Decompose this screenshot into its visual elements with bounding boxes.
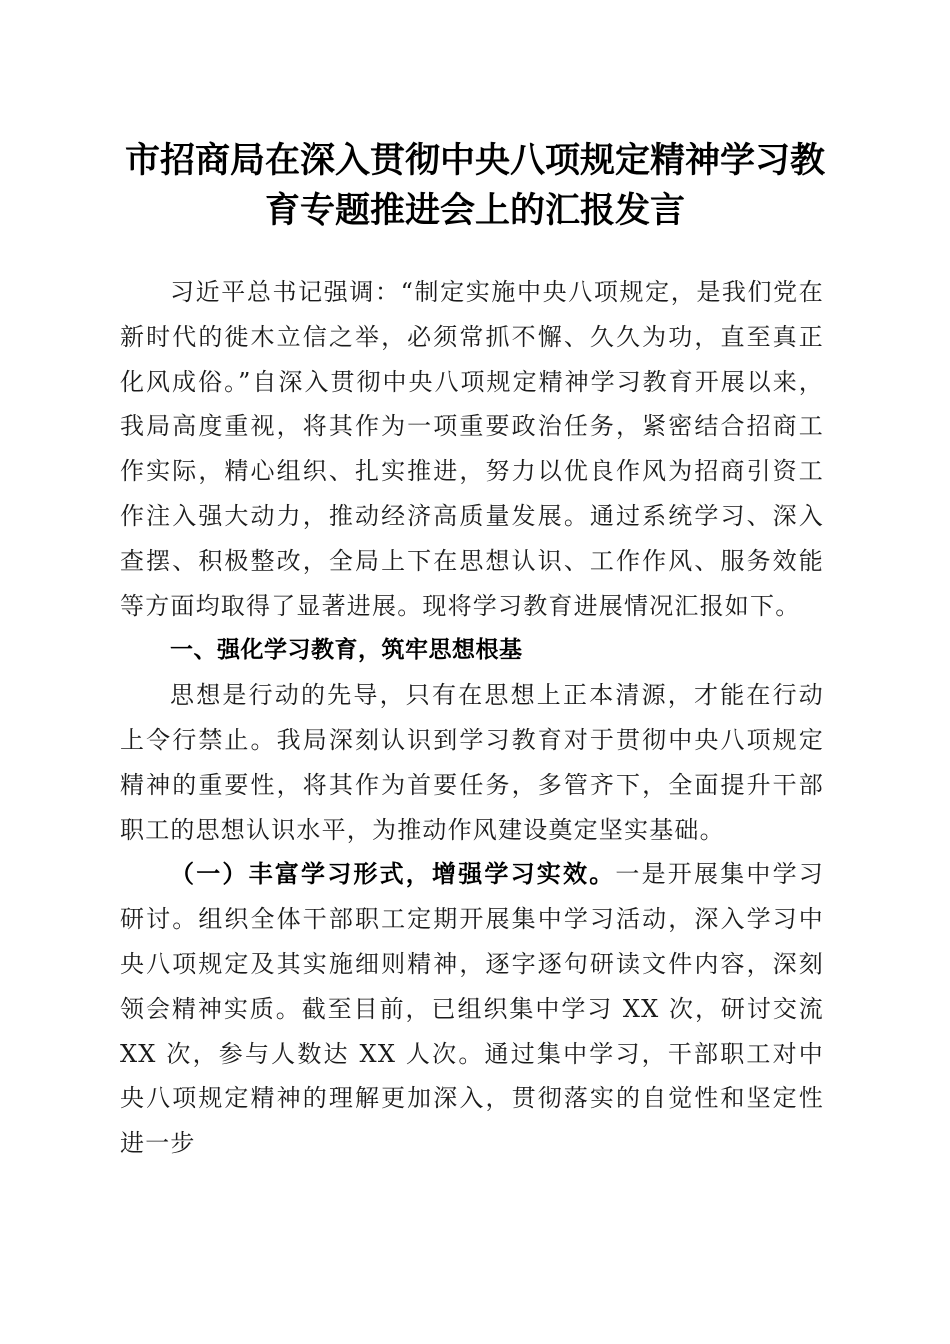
document-title — [100, 136, 850, 236]
title-line-2: 育专题推进会上的汇报发言 — [264, 190, 685, 231]
section-1-paragraph: 思想是行动的先导，只有在思想上正本清源，才能在行动上令行禁止。我局深刻认识到学习教育对于贯彻中央八项规定精神的重要性，将其作为首要任务，多管齐下，全面提升干部职工的思想认识水平，为推动作风建设奠定坚实基础。 — [120, 681, 824, 844]
section-1-heading: 一、强化学习教育，筑牢思想根基 — [170, 637, 523, 664]
subsection-1-paragraph — [120, 852, 824, 1166]
document-body — [120, 270, 824, 1166]
title-line-1: 市招商局在深入贯彻中央八项规定精神学习教 — [124, 140, 825, 181]
subsection-1-heading: （一）丰富学习形式，增强学习实效。 — [170, 859, 616, 889]
intro-paragraph: 习近平总书记强调：“制定实施中央八项规定，是我们党在新时代的徙木立信之举，必须常抓不懈、久久为功，直至真正化风成俗。”自深入贯彻中央八项规定精神学习教育开展以来，我局高度重视，将其作为一项重要政治任务，紧密结合招商工作实际，精心组织、扎实推进，努力以优良作风为招商引资工作注入强大动力，推动经济高质量发展。通过系统学习、深入查摆、积极整改，全局上下在思想认识、工作作风、服务效能等方面均取得了显著进展。现将学习教育进展情况汇报如下。 — [120, 278, 824, 620]
subsection-1-text: 一是开展集中学习研讨。组织全体干部职工定期开展集中学习活动，深入学习中央八项规定及其实施细则精神，逐字逐句研读文件内容，深刻领会精神实质。截至目前，已组织集中学习 XX 次，研讨交流 XX 次，参与人数达 XX 人次。通过集中学习，干部职工对中央八项规定精神的理解更加深入，贯彻落实的自觉性和坚定性进一步 — [120, 860, 824, 1158]
